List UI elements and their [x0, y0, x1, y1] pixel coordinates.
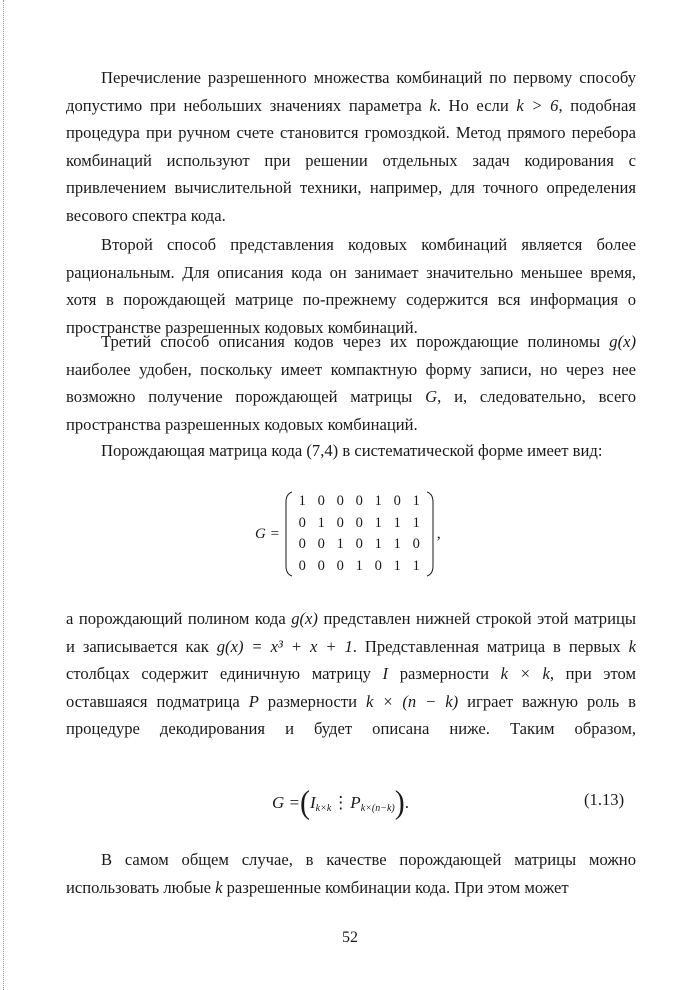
paragraph-polynomial: а порождающий полином кода g(x) представлен нижней строкой этой матрицы и записывается как g(x) = x³ + x + 1. Представленная матрица в первых k столбцах содержит единичную матрицу I размерности k × k, при этом оставшаяся подматрица P размерности k × (n − k) играет важную роль в процедуре декодирования и будет описана ниже. Таким образом,: [66, 609, 636, 739]
matrix-cell: 1: [412, 493, 420, 509]
matrix-cell: 1: [393, 557, 401, 574]
paragraph-third-method: Третий способ описания кодов через их порождающие полиномы g(x) наиболее удобен, поскольку имеет компактную форму записи, но через нее возможно получение порождающей матрицы G, и, следовательно, всего пространства разрешенных кодовых комбинаций.: [66, 332, 636, 434]
matrix-cell: 0: [355, 536, 363, 552]
matrix-cell: 0: [336, 514, 344, 531]
paragraph-general-case: В самом общем случае, в качестве порождающей матрицы можно использовать любые k разрешенные комбинации кода. При этом может: [66, 850, 636, 897]
matrix-cell: 0: [393, 493, 401, 509]
formula-open-paren: (: [300, 784, 310, 821]
formula-P-subscript: k×(n−k): [360, 802, 395, 814]
matrix-cell: 1: [393, 514, 401, 531]
matrix-cell: 0: [374, 557, 382, 574]
matrix-cell: 1: [298, 493, 306, 509]
formula-trailing-period: .: [404, 793, 409, 812]
matrix-cell: 0: [355, 514, 363, 531]
equation-number: (1.13): [584, 790, 625, 809]
formula-separator: ⋮: [332, 793, 350, 812]
paragraph-matrix-intro: Порождающая матрица кода (7,4) в систематической форме имеет вид:: [101, 441, 603, 460]
page-edge-dotted-line: [3, 0, 4, 990]
paragraph-enumeration: Перечисление разрешенного множества комбинаций по первому способу допустимо при небольших значениях параметра k. Но если k > 6, подобная процедура при ручном счете становится громоздкой. Метод прямого перебора комбинаций используют при решении отдельных задач кодирования с привлечением вычислительной техники, например, для точного определения весового спектра кода.: [66, 68, 636, 225]
matrix-cell: 0: [412, 536, 420, 552]
formula-I-subscript: k×k: [315, 802, 332, 814]
matrix-trailing-comma: ,: [436, 525, 441, 542]
matrix-cell: 0: [355, 493, 363, 509]
formula-P: P: [350, 793, 361, 812]
matrix-cell: 1: [317, 514, 325, 531]
matrix-lhs: G =: [255, 525, 280, 542]
matrix-cell: 0: [317, 557, 325, 574]
matrix-cell: 1: [412, 514, 420, 531]
matrix-cell: 1: [374, 536, 382, 552]
paragraph-second-method: Второй способ представления кодовых комбинаций является более рациональным. Для описания кода он занимает значительно меньшее время, хотя в порождающей матрице по-прежнему содержится вся информация о пространстве разрешенных кодовых комбинаций.: [66, 235, 636, 337]
matrix-cell: 1: [374, 493, 382, 509]
matrix-cell: 1: [355, 557, 363, 574]
matrix-cell: 0: [336, 493, 344, 509]
matrix-cell: 0: [336, 557, 344, 574]
matrix-cell: 1: [393, 536, 401, 552]
matrix-grid: [293, 491, 426, 577]
matrix-cell: 0: [317, 493, 325, 509]
matrix-cell: 0: [298, 536, 306, 552]
generator-matrix: [255, 488, 441, 580]
matrix-cell: 1: [412, 557, 420, 574]
page-number: 52: [342, 929, 358, 946]
formula-I: I: [310, 793, 316, 812]
matrix-left-bracket: [285, 490, 293, 578]
formula-lhs: G =: [272, 793, 300, 812]
formula-close-paren: ): [394, 784, 405, 821]
matrix-cell: 1: [336, 536, 344, 552]
matrix-cell: 1: [374, 514, 382, 531]
matrix-cell: 0: [298, 514, 306, 531]
matrix-right-bracket: [426, 490, 434, 578]
matrix-cell: 0: [298, 557, 306, 574]
matrix-cell: 0: [317, 536, 325, 552]
formula-1-13: [272, 786, 409, 820]
